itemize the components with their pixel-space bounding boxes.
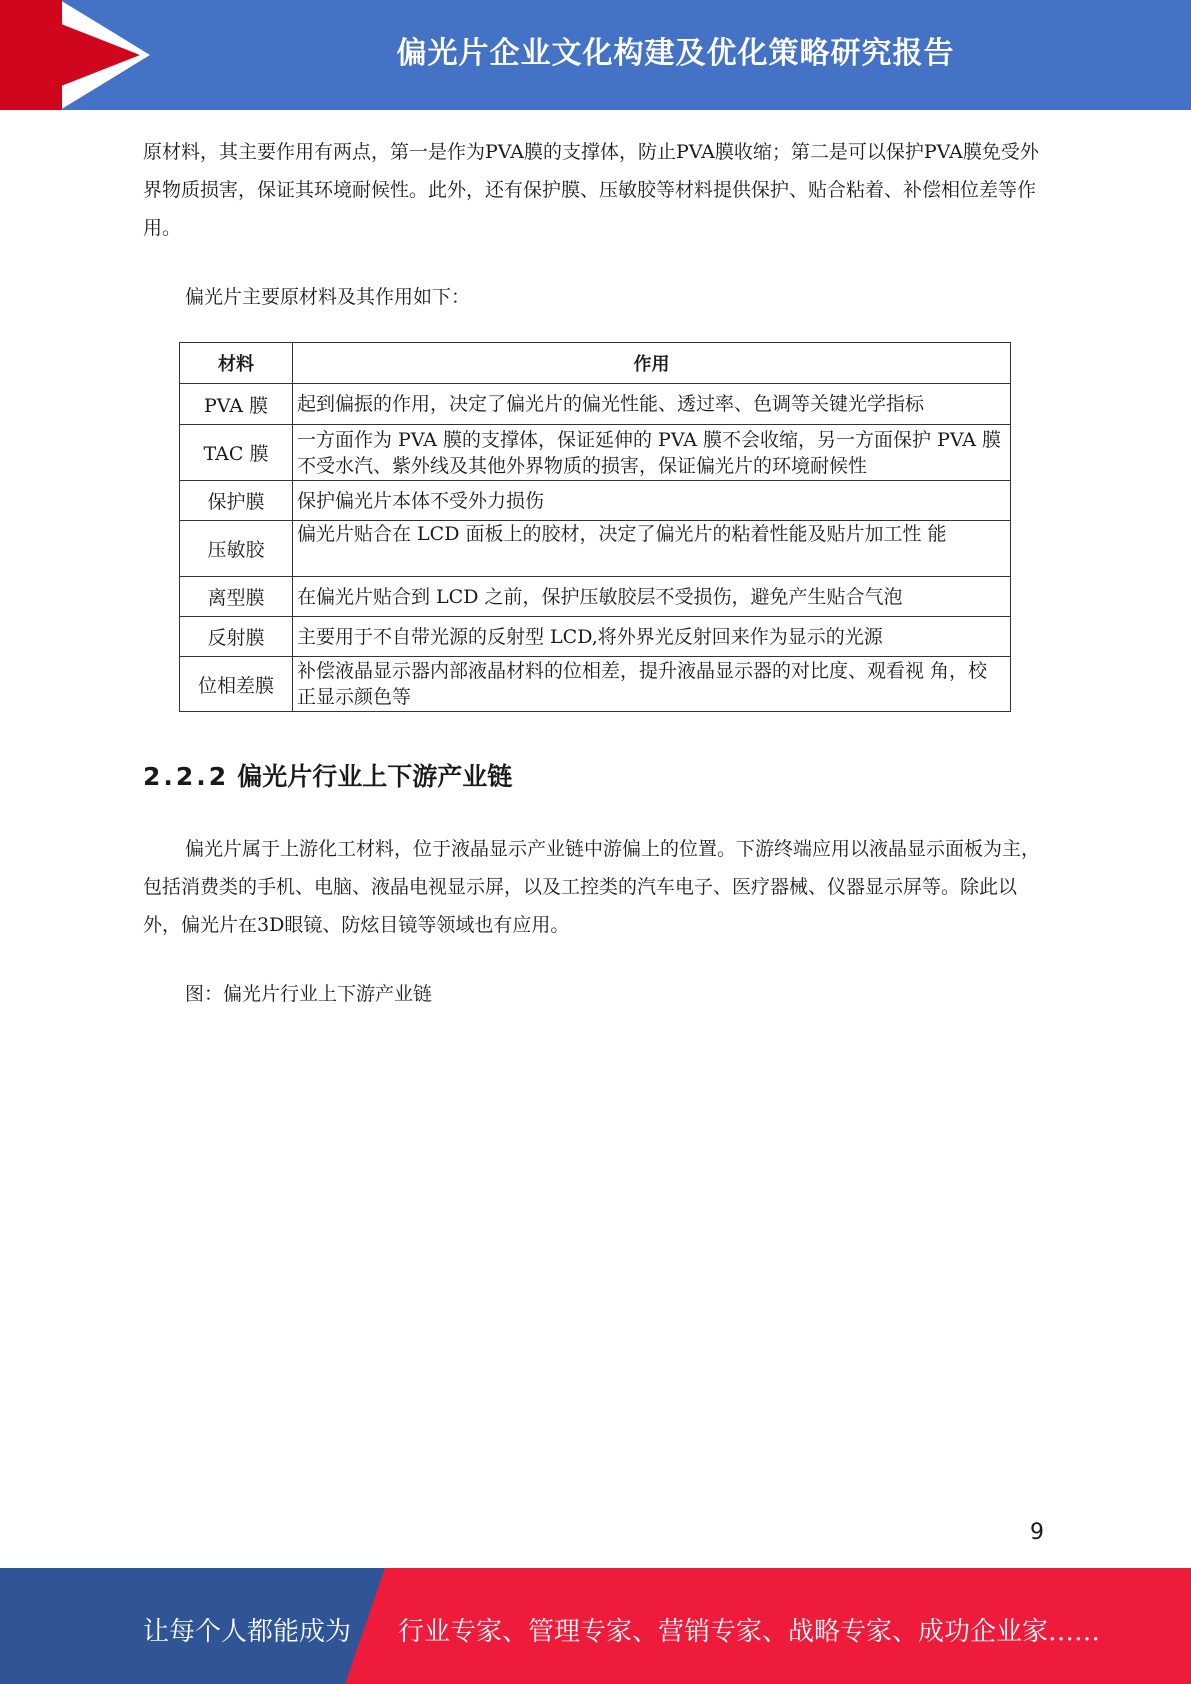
report-title: 偏光片企业文化构建及优化策略研究报告	[396, 36, 955, 71]
table-row	[180, 577, 1011, 617]
material-cell: 保护膜	[180, 481, 293, 521]
header-red-block	[0, 0, 62, 110]
effect-cell: 一方面作为 PVA 膜的支撑体，保证延伸的 PVA 膜不会收缩，另一方面保护 PVA 膜不受水汽、紫外线及其他外界物质的损害，保证偏光片的环境耐候性	[293, 425, 1011, 481]
table-row	[180, 617, 1011, 657]
effect-cell: 起到偏振的作用，决定了偏光片的偏光性能、透过率、色调等关键光学指标	[293, 384, 1011, 425]
material-cell: 反射膜	[180, 617, 293, 657]
page-header	[0, 0, 1191, 110]
column-header-effect: 作用	[293, 343, 1011, 384]
table-row	[180, 481, 1011, 521]
material-cell: TAC 膜	[180, 425, 293, 481]
table-intro: 偏光片主要原材料及其作用如下：	[185, 286, 471, 308]
material-cell: PVA 膜	[180, 384, 293, 425]
effect-cell: 补偿液晶显示器内部液晶材料的位相差，提升液晶显示器的对比度、观看视 角，校正显示颜色等	[293, 657, 1011, 712]
intro-paragraph: 原材料，其主要作用有两点，第一是作为PVA膜的支撑体，防止PVA膜收缩；第二是可以保护PVA膜免受外界物质损害，保证其环境耐候性。此外，还有保护膜、压敏胶等材料提供保护、贴合粘着、补偿相位差等作用。	[143, 141, 1039, 239]
table-row	[180, 384, 1011, 425]
effect-cell: 保护偏光片本体不受外力损伤	[293, 481, 1011, 521]
material-cell: 位相差膜	[180, 657, 293, 712]
section-paragraph: 偏光片属于上游化工材料，位于液晶显示产业链中游偏上的位置。下游终端应用以液晶显示面板为主，包括消费类的手机、电脑、液晶电视显示屏，以及工控类的汽车电子、医疗器械、仪器显示屏等。除此以外，偏光片在3D眼镜、防炫目镜等领域也有应用。	[143, 838, 1041, 936]
effect-cell: 主要用于不自带光源的反射型 LCD,将外界光反射回来作为显示的光源	[293, 617, 1011, 657]
effect-cell: 在偏光片贴合到 LCD 之前，保护压敏胶层不受损伤，避免产生贴合气泡	[293, 577, 1011, 617]
effect-cell: 偏光片贴合在 LCD 面板上的胶材，决定了偏光片的粘着性能及贴片加工性 能	[293, 521, 1011, 577]
section-heading	[143, 757, 512, 793]
section-number: 2.2.2	[143, 762, 230, 791]
column-header-material: 材料	[180, 343, 293, 384]
footer-slogan-left: 让每个人都能成为	[143, 1617, 352, 1647]
table-row	[180, 657, 1011, 712]
material-cell: 离型膜	[180, 577, 293, 617]
table-row	[180, 425, 1011, 481]
section-title: 偏光片行业上下游产业链	[237, 762, 513, 791]
material-cell: 压敏胶	[180, 521, 293, 577]
materials-table	[179, 342, 1011, 712]
table-header-row	[180, 343, 1011, 384]
footer-slogan-right: 行业专家、管理专家、营销专家、战略专家、成功企业家……	[398, 1617, 1101, 1647]
page-footer	[0, 1568, 1191, 1684]
table-row	[180, 521, 1011, 577]
figure-caption: 图：偏光片行业上下游产业链	[185, 983, 433, 1005]
page-number: 9	[1030, 1520, 1044, 1545]
